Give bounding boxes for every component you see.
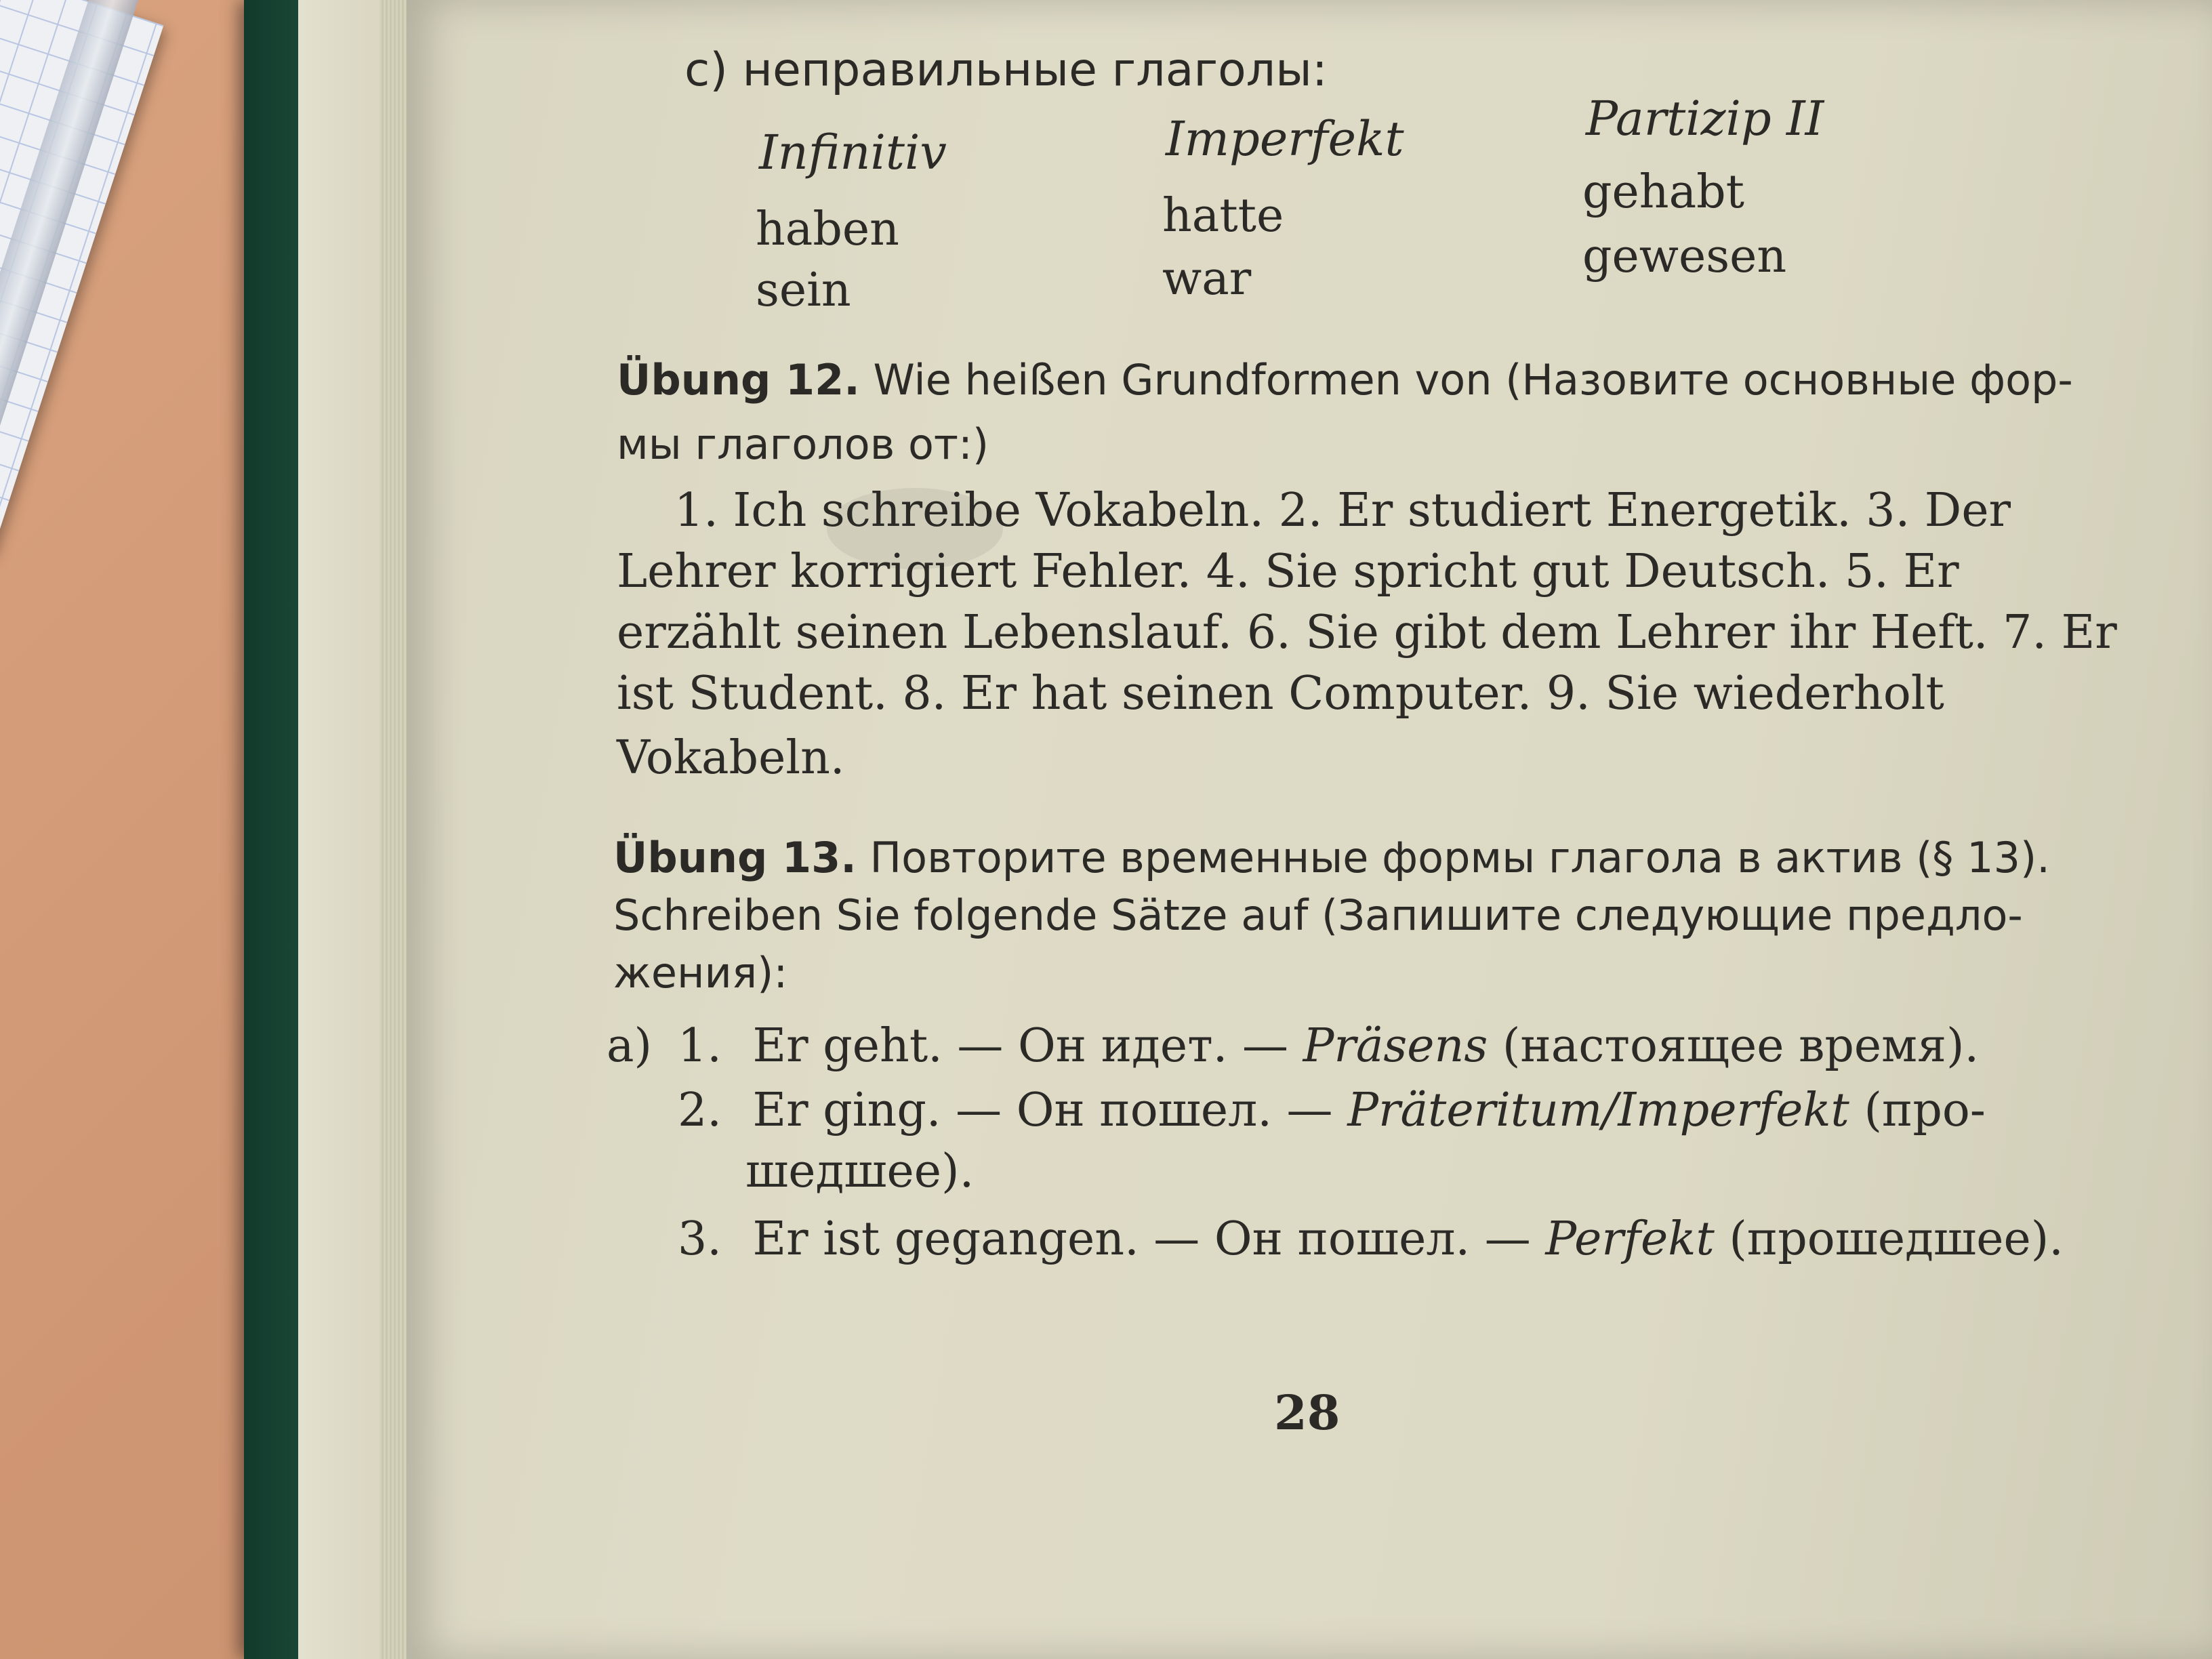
uebung13-item-2-continuation: шедшее).	[745, 1145, 975, 1198]
item-text: Er ging. — Он пошел. —	[752, 1084, 1348, 1137]
item-term: Präsens	[1303, 1019, 1488, 1073]
uebung13-item-2	[678, 1084, 1986, 1137]
uebung13-heading	[613, 833, 2050, 882]
header-partizip: Partizip II	[1586, 91, 1824, 146]
uebung12-sentence-5: Vokabeln.	[617, 731, 845, 785]
uebung12-heading	[617, 355, 2073, 405]
uebung12-line-1: Wie heißen Grundformen von (Назовите основные фор-	[873, 355, 2073, 405]
cell-sein: sein	[756, 264, 851, 317]
uebung12-sentence-1: 1. Ich schreibe Vokabeln. 2. Er studiert Energetik. 3. Der	[674, 484, 2011, 537]
cell-gehabt: gehabt	[1582, 165, 1744, 219]
book-cover-inner	[298, 0, 380, 1659]
cell-haben: haben	[756, 203, 899, 256]
uebung12-sentence-4: ist Student. 8. Er hat seinen Computer. 9. Sie wiederholt	[617, 667, 1944, 720]
cell-war: war	[1162, 252, 1252, 306]
item-number: 2.	[678, 1084, 722, 1137]
header-infinitiv: Infinitiv	[759, 125, 947, 180]
uebung13-title: Übung 13.	[613, 833, 857, 882]
cell-hatte: hatte	[1162, 189, 1284, 243]
cell-gewesen: gewesen	[1582, 230, 1787, 283]
section-c-label: c) неправильные глаголы:	[684, 43, 1328, 97]
item-term: Präteritum/Imperfekt	[1347, 1084, 1849, 1137]
uebung13-item-1	[678, 1019, 1980, 1073]
uebung13-list-label: a)	[607, 1019, 653, 1073]
uebung12-sentence-3: erzählt seinen Lebenslauf. 6. Sie gibt dem Lehrer ihr Heft. 7. Er	[617, 606, 2117, 659]
item-text: Er ist gegangen. — Он пошел. —	[752, 1212, 1546, 1266]
header-imperfekt: Imperfekt	[1166, 111, 1404, 167]
item-number: 1.	[678, 1019, 722, 1073]
item-text-end: (настоящее время).	[1488, 1019, 1980, 1073]
item-text: Er geht. — Он идет. —	[752, 1019, 1303, 1073]
uebung12-line-2: мы глаголов от:)	[617, 419, 989, 469]
uebung13-line-2: Schreiben Sie folgende Sätze auf (Запишите следующие предло-	[613, 890, 2023, 940]
uebung13-line-3: жения):	[613, 948, 788, 998]
item-term: Perfekt	[1545, 1212, 1715, 1266]
uebung13-item-3	[678, 1212, 2064, 1266]
uebung12-title: Übung 12.	[617, 355, 860, 405]
uebung12-sentence-2: Lehrer korrigiert Fehler. 4. Sie spricht gut Deutsch. 5. Er	[617, 545, 1959, 598]
uebung13-line-1: Повторите временные формы глагола в актив (§ 13).	[869, 833, 2050, 882]
item-number: 3.	[678, 1212, 722, 1266]
item-text-end: (прошедшее).	[1714, 1212, 2064, 1266]
page-number: 28	[1274, 1385, 1340, 1441]
item-text-end: (про-	[1849, 1084, 1986, 1137]
book-page	[407, 0, 2212, 1659]
